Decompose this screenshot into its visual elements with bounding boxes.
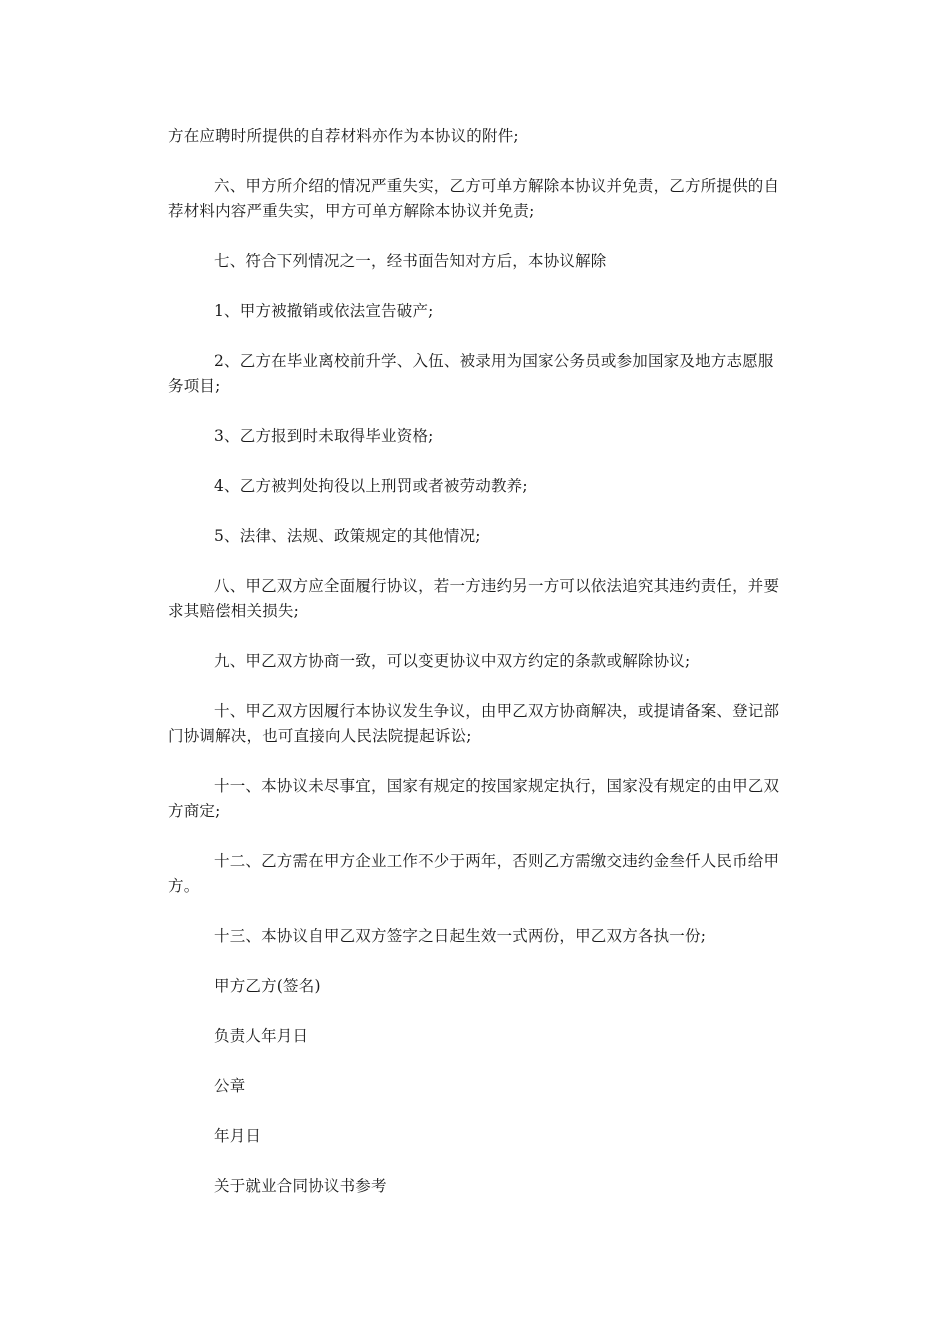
paragraph-clause-11: 十一、本协议未尽事宜，国家有规定的按国家规定执行，国家没有规定的由甲乙双方商定; (168, 777, 780, 820)
paragraph-attachment-clause: 方在应聘时所提供的自荐材料亦作为本协议的附件; (168, 127, 519, 145)
paragraph-clause-6: 六、甲方所介绍的情况严重失实，乙方可单方解除本协议并免责，乙方所提供的自荐材料内容严重失实，甲方可单方解除本协议并免责; (168, 177, 780, 220)
paragraph-clause-10: 十、甲乙双方因履行本协议发生争议，由甲乙双方协商解决，或提请备案、登记部门协调解决，也可直接向人民法院提起诉讼; (168, 702, 780, 745)
signature-date-line: 年月日 (214, 1127, 262, 1145)
signature-parties-line: 甲方乙方(签名) (214, 977, 321, 995)
paragraph-clause-13: 十三、本协议自甲乙双方签字之日起生效一式两份，甲乙双方各执一份; (214, 927, 707, 945)
paragraph-item-3: 3、乙方报到时未取得毕业资格; (214, 427, 434, 445)
document-body (168, 124, 784, 1224)
paragraph-clause-8: 八、甲乙双方应全面履行协议，若一方违约另一方可以依法追究其违约责任，并要求其赔偿相关损失; (168, 577, 780, 620)
paragraph-clause-7: 七、符合下列情况之一，经书面告知对方后，本协议解除 (214, 252, 607, 270)
paragraph-item-1: 1、甲方被撤销或依法宣告破产; (214, 302, 434, 320)
paragraph-clause-12: 十二、乙方需在甲方企业工作不少于两年，否则乙方需缴交违约金叁仟人民币给甲方。 (168, 852, 780, 895)
paragraph-item-2: 2、乙方在毕业离校前升学、入伍、被录用为国家公务员或参加国家及地方志愿服务项目; (168, 352, 774, 395)
paragraph-item-5: 5、法律、法规、政策规定的其他情况; (214, 527, 481, 545)
next-section-heading: 关于就业合同协议书参考 (214, 1177, 387, 1195)
paragraph-clause-9: 九、甲乙双方协商一致，可以变更协议中双方约定的条款或解除协议; (214, 652, 691, 670)
signature-responsible-date-line: 负责人年月日 (214, 1027, 309, 1045)
paragraph-item-4: 4、乙方被判处拘役以上刑罚或者被劳动教养; (214, 477, 528, 495)
signature-seal-line: 公章 (214, 1077, 246, 1095)
